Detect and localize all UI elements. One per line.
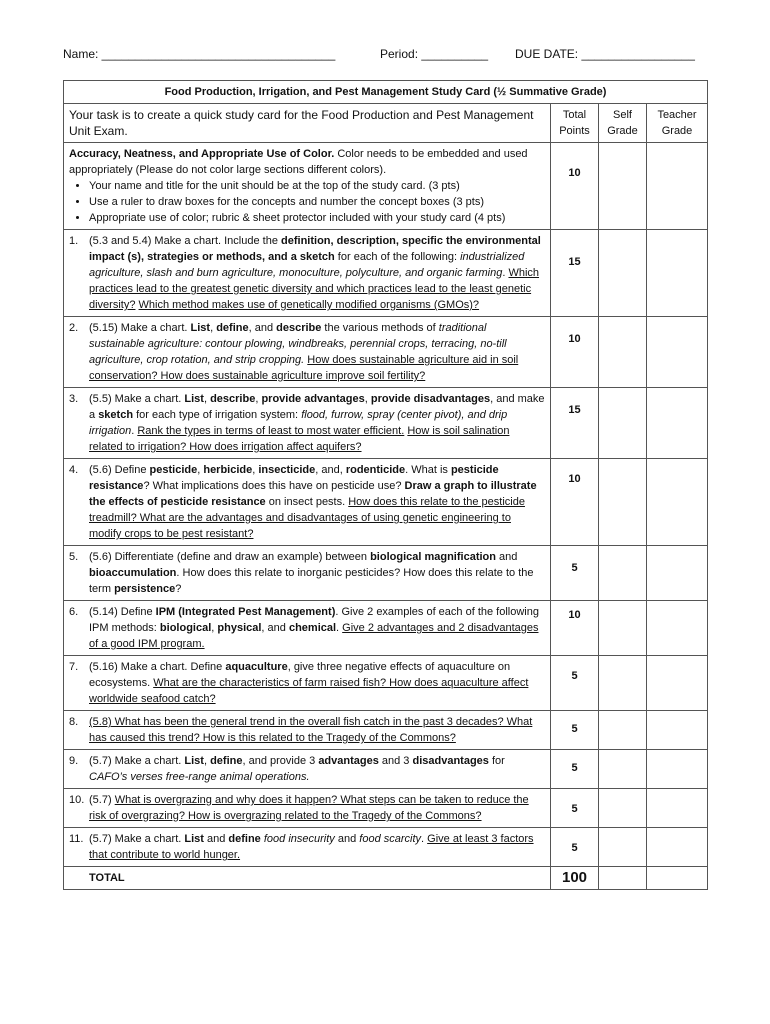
item-text-part: on insect pests.	[265, 496, 349, 508]
item-text-part: (5.3 and 5.4) Make a chart. Include the	[89, 235, 282, 247]
item-number: 10.	[69, 794, 85, 806]
item-row	[64, 750, 708, 789]
item-text-part: ,	[203, 393, 211, 405]
item-points: 5	[551, 750, 599, 789]
self-grade-header: Self Grade	[599, 104, 647, 143]
item-text-part: insecticide	[258, 464, 316, 476]
item-text-part: Give at least 3 factors that contribute to world hunger.	[89, 833, 534, 861]
item-text-part: List	[184, 393, 204, 405]
item-points: 10	[551, 459, 599, 546]
item-text-part: advantages	[318, 755, 379, 767]
teacher-grade-cell[interactable]	[647, 711, 708, 750]
item-text-part: Give 2 advantages and 2 disadvantages of a good IPM program.	[89, 622, 539, 650]
item-row	[64, 388, 708, 459]
item-text	[64, 388, 551, 459]
item-text-part: for each type of irrigation system:	[133, 409, 302, 421]
item-row	[64, 828, 708, 867]
total-points: 100	[551, 867, 599, 890]
item-text-part: List	[184, 833, 204, 845]
item-number: 9.	[69, 755, 79, 767]
item-number: 3.	[69, 393, 79, 405]
accuracy-bullet: • Appropriate use of color; rubric & sheet protector included with your study card (4 pts)	[89, 210, 545, 226]
accuracy-bullets	[69, 178, 545, 226]
teacher-grade-cell[interactable]	[647, 546, 708, 601]
item-points: 15	[551, 388, 599, 459]
item-text-part: physical	[217, 622, 262, 634]
item-text-part: and	[495, 551, 518, 563]
total-points-header: Total Points	[551, 104, 599, 143]
item-points: 5	[551, 789, 599, 828]
item-text-part: disadvantages	[412, 755, 489, 767]
item-text-part: provide disadvantages	[370, 393, 491, 405]
item-text-part: industrialized agriculture, slash and burn agriculture, monoculture, polyculture, and organic farming	[89, 251, 525, 279]
item-text-part: ,	[211, 622, 218, 634]
item-text-part: How does this relate to the pesticide treadmill? What are the advantages and disadvantages of using genetic engineering to modify crops to be pest resistant?	[89, 496, 525, 540]
item-text-part: biological magnification	[370, 551, 496, 563]
teacher-grade-cell[interactable]	[647, 230, 708, 317]
item-number: 8.	[69, 716, 79, 728]
item-text-part: for	[488, 755, 505, 767]
item-points: 5	[551, 711, 599, 750]
self-grade-cell[interactable]	[599, 656, 647, 711]
item-row	[64, 230, 708, 317]
item-text-part: What is overgrazing and why does it happen? What steps can be taken to reduce the risk of overgrazing? How is overgrazing related to the Tragedy of the Commons?	[89, 794, 529, 822]
item-text-part: pesticide resistance	[89, 464, 499, 492]
item-points: 10	[551, 317, 599, 388]
teacher-grade-cell[interactable]	[647, 656, 708, 711]
item-text	[64, 828, 551, 867]
accuracy-heading: Accuracy, Neatness, and Appropriate Use of Color.	[69, 148, 335, 160]
item-text-part: , and	[261, 622, 289, 634]
name-field[interactable]: Name: ___________________________________	[63, 47, 336, 61]
item-text-part: bioaccumulation	[89, 567, 177, 579]
task-row	[64, 104, 708, 143]
item-number: 6.	[69, 606, 79, 618]
self-grade-cell[interactable]	[599, 711, 647, 750]
title-row	[64, 81, 708, 104]
item-text-part: .	[131, 425, 138, 437]
item-row	[64, 317, 708, 388]
item-text-part: Rank the types in terms of least to most water efficient.	[137, 425, 405, 437]
item-row	[64, 789, 708, 828]
item-text-part: sketch	[98, 409, 134, 421]
item-text-part: biological	[159, 622, 212, 634]
item-text-part: , and make a	[89, 393, 545, 421]
self-grade-cell[interactable]	[599, 789, 647, 828]
item-text-part: and	[334, 833, 360, 845]
item-points: 10	[551, 601, 599, 656]
item-text-part: , give three negative effects of aquaculture on ecosystems.	[89, 661, 511, 689]
item-text-part: .	[502, 267, 509, 279]
item-row	[64, 656, 708, 711]
item-text-part: ,	[210, 322, 217, 334]
card-title: Food Production, Irrigation, and Pest Management Study Card (½ Summative Grade)	[64, 81, 708, 104]
item-number: 4.	[69, 464, 79, 476]
item-text	[64, 711, 551, 750]
item-text-part: , and,	[315, 464, 346, 476]
item-text-part: , and	[248, 322, 277, 334]
item-text-part: flood, furrow, spray (center pivot), and drip irrigation	[89, 409, 508, 437]
item-number: 1.	[69, 235, 79, 247]
item-points: 5	[551, 828, 599, 867]
item-text-part: the various methods of	[321, 322, 439, 334]
item-text-part: ?	[175, 583, 182, 595]
teacher-grade-cell[interactable]	[647, 388, 708, 459]
due-date-field[interactable]: DUE DATE: _________________	[515, 47, 695, 61]
item-text-part: Which method makes use of genetically modified organisms (GMOs)?	[138, 299, 480, 311]
item-text-part: persistence	[114, 583, 176, 595]
item-text-part: List	[184, 755, 204, 767]
item-text-part: ,	[252, 464, 259, 476]
item-text	[64, 750, 551, 789]
accuracy-bullet: • Use a ruler to draw boxes for the concepts and number the concept boxes (3 pts)	[89, 194, 545, 210]
item-number: 2.	[69, 322, 79, 334]
item-row	[64, 601, 708, 656]
item-text-part: (5.7)	[89, 794, 115, 806]
item-row	[64, 711, 708, 750]
item-points: 5	[551, 546, 599, 601]
item-text-part: chemical	[288, 622, 337, 634]
item-text-part: . How does this relate to inorganic pesticides? How does this relate to the term	[89, 567, 534, 595]
item-text-part: aquaculture	[225, 661, 288, 673]
self-grade-cell[interactable]	[599, 143, 647, 230]
accuracy-text: Color needs to be embedded and used appropriately (Please do not color large sections different colors).	[69, 148, 528, 176]
item-text-part: . Give 2 examples of each of the following IPM methods:	[89, 606, 539, 634]
item-text-part: (5.15) Make a chart.	[89, 322, 191, 334]
item-text-part: , and provide 3	[242, 755, 319, 767]
item-text-part: describe	[210, 393, 256, 405]
accuracy-bullet: • Your name and title for the unit should be at the top of the study card. (3 pts)	[89, 178, 545, 194]
item-points: 5	[551, 656, 599, 711]
self-grade-cell[interactable]	[599, 459, 647, 546]
item-text-part: ,	[197, 464, 204, 476]
item-text-part: Draw a graph to illustrate the effects of pesticide resistance	[89, 480, 537, 508]
item-text-part: What are the characteristics of farm raised fish? How does aquaculture affect worldwide seafood catch?	[89, 677, 529, 705]
teacher-grade-cell[interactable]	[647, 143, 708, 230]
item-text-part: CAFO’s verses free-range animal operations.	[89, 771, 310, 783]
accuracy-cell	[64, 143, 551, 230]
item-text-part: ? What implications does this have on pesticide use?	[143, 480, 405, 492]
item-text-part: .	[336, 622, 343, 634]
self-grade-cell[interactable]	[599, 750, 647, 789]
study-card-table	[63, 80, 708, 890]
teacher-grade-header: Teacher Grade	[647, 104, 708, 143]
teacher-grade-cell[interactable]	[647, 828, 708, 867]
item-text-part: and 3	[378, 755, 413, 767]
item-text	[64, 459, 551, 546]
item-text-part: food insecurity	[263, 833, 335, 845]
item-text-part: pesticide	[149, 464, 198, 476]
accuracy-row	[64, 143, 708, 230]
teacher-grade-cell[interactable]	[647, 867, 708, 890]
item-text-part: provide advantages	[261, 393, 365, 405]
item-text-part: Which practices lead to the greatest genetic diversity and which practices lead to the least genetic diversity?	[89, 267, 540, 311]
item-text-part: How does sustainable agriculture aid in soil conservation? How does sustainable agriculture improve soil fertility?	[89, 354, 519, 382]
period-field[interactable]: Period: __________	[380, 47, 489, 61]
item-text	[64, 656, 551, 711]
item-number: 11.	[69, 833, 84, 845]
item-number: 7.	[69, 661, 79, 673]
teacher-grade-cell[interactable]	[647, 750, 708, 789]
teacher-grade-cell[interactable]	[647, 317, 708, 388]
item-text-part: How is soil salination related to irrigation? How does irrigation affect aquifers?	[89, 425, 510, 453]
item-text-part: and	[203, 833, 229, 845]
item-text-part: .	[421, 833, 428, 845]
item-text	[64, 230, 551, 317]
item-text-part: traditional sustainable agriculture: contour plowing, windbreaks, perennial crops, terracing, no-till agriculture, crop rotation, and strip cropping.	[89, 322, 507, 366]
item-text-part: ,	[364, 393, 371, 405]
item-text-part: define	[216, 322, 249, 334]
item-row	[64, 459, 708, 546]
self-grade-cell[interactable]	[599, 230, 647, 317]
item-text	[64, 546, 551, 601]
teacher-grade-cell[interactable]	[647, 459, 708, 546]
total-label: TOTAL	[64, 867, 551, 890]
item-text-part: ,	[255, 393, 262, 405]
item-text-part: List	[190, 322, 211, 334]
item-text-part: herbicide	[203, 464, 253, 476]
item-row	[64, 546, 708, 601]
self-grade-cell[interactable]	[599, 828, 647, 867]
task-description: Your task is to create a quick study card for the Food Production and Pest Management Unit Exam.	[64, 104, 551, 143]
item-text-part: (5.7) Make a chart.	[89, 755, 185, 767]
item-text	[64, 789, 551, 828]
self-grade-cell[interactable]	[599, 546, 647, 601]
teacher-grade-cell[interactable]	[647, 789, 708, 828]
item-text-part: (5.6) Differentiate (define and draw an example) between	[89, 551, 371, 563]
item-text-part: . What is	[405, 464, 451, 476]
self-grade-cell[interactable]	[599, 601, 647, 656]
item-text-part: (5.16) Make a chart. Define	[89, 661, 226, 673]
item-text-part: describe	[276, 322, 322, 334]
item-text-part: ,	[203, 755, 211, 767]
teacher-grade-cell[interactable]	[647, 601, 708, 656]
item-text	[64, 601, 551, 656]
item-text-part: for each of the following:	[334, 251, 461, 263]
item-text-part: (5.7) Make a chart.	[89, 833, 185, 845]
item-text-part: rodenticide	[345, 464, 406, 476]
accuracy-points: 10	[551, 143, 599, 230]
item-text-part: define	[210, 755, 243, 767]
item-text-part: definition, description, specific the environmental impact (s), strategies or methods, and a sketch	[89, 235, 541, 263]
item-text-part: (5.5) Make a chart.	[89, 393, 185, 405]
item-text-part: IPM (Integrated Pest Management)	[155, 606, 336, 618]
self-grade-cell[interactable]	[599, 867, 647, 890]
total-row	[64, 867, 708, 890]
item-text-part: define	[228, 833, 261, 845]
item-text-part: food scarcity	[359, 833, 422, 845]
self-grade-cell[interactable]	[599, 388, 647, 459]
item-text	[64, 317, 551, 388]
header-line	[63, 47, 713, 65]
item-text-part: (5.8) What has been the general trend in the overall fish catch in the past 3 decades? What has caused this trend? How is this related to the Tragedy of the Commons?	[89, 716, 533, 744]
self-grade-cell[interactable]	[599, 317, 647, 388]
item-rows	[64, 230, 708, 867]
item-text-part: (5.14) Define	[89, 606, 156, 618]
item-points: 15	[551, 230, 599, 317]
item-text-part: (5.6) Define	[89, 464, 150, 476]
item-number: 5.	[69, 551, 79, 563]
